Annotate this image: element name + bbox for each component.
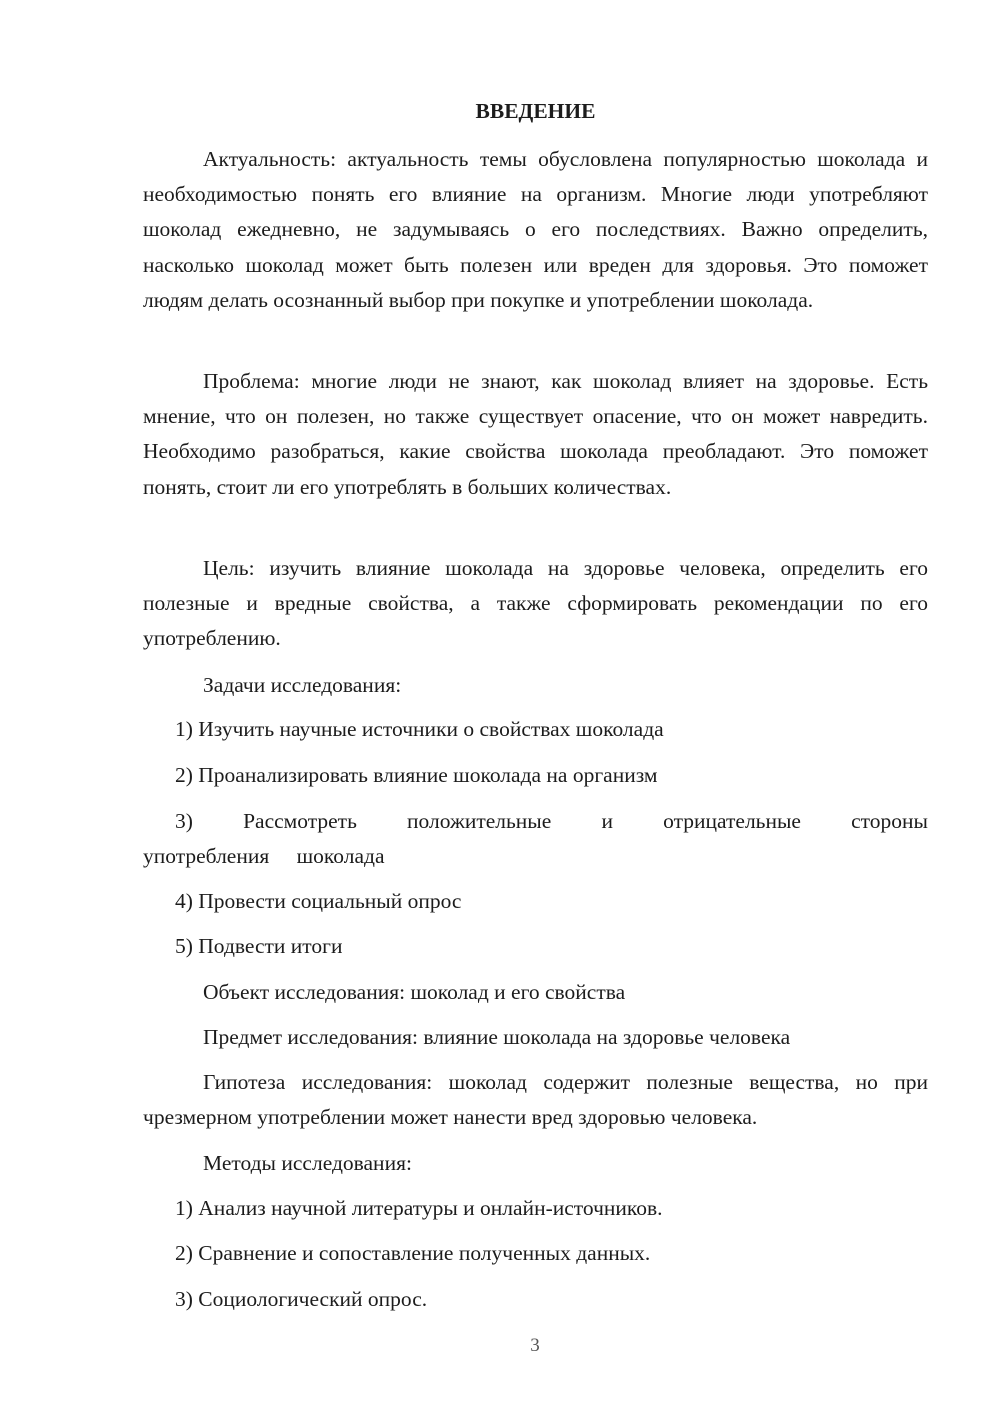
task-item-4: 4) Провести социальный опрос xyxy=(175,889,462,913)
method-item-3: 3) Социологический опрос. xyxy=(175,1287,428,1311)
task-item-1: 1) Изучить научные источники о свойствах шоколада xyxy=(175,717,664,741)
page-number: 3 xyxy=(530,1335,540,1356)
research-object: Объект исследования: шоколад и его свойства xyxy=(203,980,626,1004)
method-item-1: 1) Анализ научной литературы и онлайн-источников. xyxy=(175,1196,663,1220)
task-item-5: 5) Подвести итоги xyxy=(175,934,343,958)
methods-title: Методы исследования: xyxy=(203,1151,412,1175)
research-hypothesis: Гипотеза исследования: шоколад содержит полезные вещества, но при чрезмерном употреблении может нанести вред здоровью человека. xyxy=(143,1070,928,1130)
paragraph-goal: Цель: изучить влияние шоколада на здоровье человека, определить его полезные и вредные свойства, а также сформировать рекомендации по его употреблению. xyxy=(143,556,928,651)
paragraph-problem: Проблема: многие люди не знают, как шоколад влияет на здоровье. Есть мнение, что он полезен, но также существует опасение, что он может навредить. Необходимо разобраться, какие свойства шоколада преобладают. Это поможет понять, стоит ли его употреблять в больших количествах. xyxy=(143,369,928,499)
paragraph-relevance: Актуальность: актуальность темы обусловлена популярностью шоколада и необходимостью понять его влияние на организм. Многие люди употребляют шоколад ежедневно, не задумываясь о его последствиях. Важно определить, насколько шоколад может быть полезен или вреден для здоровья. Это поможет людям делать осознанный выбор при покупке и употреблении шоколада. xyxy=(143,147,928,312)
research-subject: Предмет исследования: влияние шоколада на здоровье человека xyxy=(203,1025,791,1049)
task-item-3: 3) Рассмотреть положительные и отрицательные стороны употребления шоколада xyxy=(143,809,928,869)
method-item-2: 2) Сравнение и сопоставление полученных данных. xyxy=(175,1241,651,1265)
task-item-2: 2) Проанализировать влияние шоколада на организм xyxy=(175,763,658,787)
tasks-title: Задачи исследования: xyxy=(203,673,402,697)
section-heading: ВВЕДЕНИЕ xyxy=(475,99,596,123)
